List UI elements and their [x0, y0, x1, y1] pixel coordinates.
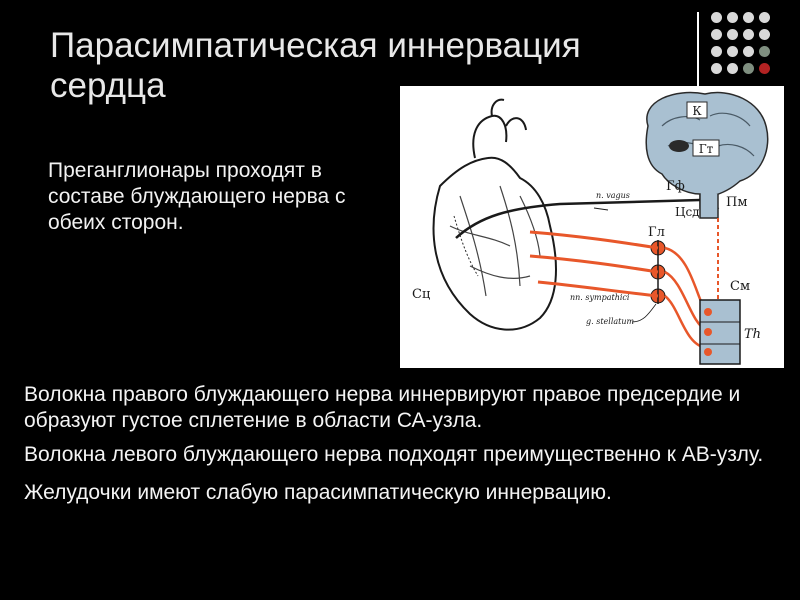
decor-dot [727, 12, 738, 23]
preganglionic-note: Преганглионары проходят в составе блуждающего нерва с обеих сторон. [48, 159, 346, 234]
decor-dot [727, 63, 738, 74]
label-sc: Сц [412, 287, 431, 302]
decorative-dot-grid [711, 12, 787, 84]
decor-dot [759, 46, 770, 57]
paragraph-right-vagus: Волокна правого блуждающего нерва иннервируют правое предсердие и образуют густое сплетение в области СА-узла. [24, 383, 741, 432]
decor-dot [759, 12, 770, 23]
decor-dot [727, 29, 738, 40]
decor-dot [743, 46, 754, 57]
paragraph-left-vagus: Волокна левого блуждающего нерва подходят преимущественно к АВ-узлу. [24, 443, 764, 466]
label-csd: Цсд [675, 205, 700, 219]
sympathetic-chain [530, 218, 718, 348]
decor-dot [711, 46, 722, 57]
heart-innervation-illustration [400, 86, 784, 368]
decor-dot [711, 63, 722, 74]
decor-dot [711, 29, 722, 40]
label-nn-sympathici: nn. sympathici [570, 293, 630, 302]
label-th: Th [744, 327, 762, 342]
decor-dot [759, 63, 770, 74]
decor-dot [711, 12, 722, 23]
label-n-vagus: n. vagus [596, 191, 630, 200]
decor-dot [743, 12, 754, 23]
decor-dot [727, 46, 738, 57]
label-sm: См [730, 279, 751, 294]
decor-dot [743, 63, 754, 74]
slide-title: Парасимпатическая иннервация сердца [50, 26, 581, 105]
label-pm: Пм [726, 195, 748, 210]
label-gt: Гт [698, 142, 714, 156]
label-gf: Гф [666, 179, 685, 194]
label-g-stellatum: g. stellatum [586, 317, 635, 326]
decor-dot [743, 29, 754, 40]
heart-drawing [412, 100, 556, 330]
label-k: К [692, 104, 702, 118]
header-divider [697, 12, 699, 86]
decor-dot [759, 29, 770, 40]
innervation-diagram [400, 86, 784, 368]
spinal-cord-segment [700, 279, 761, 364]
paragraph-ventricles: Желудочки имеют слабую парасимпатическую иннервацию. [24, 481, 612, 504]
body-text [24, 382, 794, 514]
label-gl: Гл [648, 225, 665, 240]
